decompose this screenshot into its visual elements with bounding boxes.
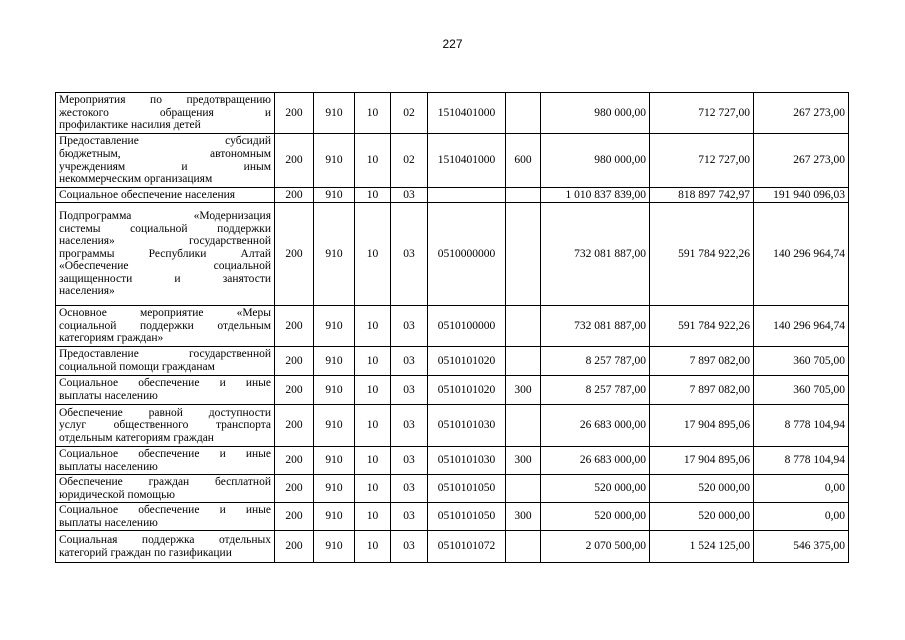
section-code-cell: 10 — [355, 531, 391, 563]
regional-amount-cell: 140 296 964,74 — [754, 306, 849, 347]
item-name-line: Социальное обеспечение и иные — [59, 447, 271, 460]
item-name-line: отдельным категориям граждан — [59, 431, 214, 444]
subsection-code-cell: 03 — [391, 306, 428, 347]
target-article-cell: 0510101020 — [428, 347, 506, 376]
item-name-line: бюджетным, автономным — [59, 147, 271, 160]
item-name-line: Социальная поддержка отдельных — [59, 533, 271, 546]
item-name-cell — [56, 503, 275, 531]
item-name-line: Основное мероприятие «Меры — [59, 307, 271, 320]
subsection-code-cell: 03 — [391, 405, 428, 447]
ministry-code-cell: 910 — [314, 203, 355, 306]
item-name-line: Социальное обеспечение населения — [59, 188, 236, 201]
admin-code-cell: 200 — [275, 188, 314, 203]
ministry-code-cell: 910 — [314, 347, 355, 376]
ministry-code-cell: 910 — [314, 405, 355, 447]
item-name-cell — [56, 347, 275, 376]
subsection-code-cell: 03 — [391, 203, 428, 306]
target-article-cell: 0510100000 — [428, 306, 506, 347]
section-code-cell: 10 — [355, 93, 391, 134]
regional-amount-cell: 0,00 — [754, 475, 849, 503]
target-article-cell: 0510101020 — [428, 376, 506, 405]
item-name-cell — [56, 531, 275, 563]
regional-amount-cell: 140 296 964,74 — [754, 203, 849, 306]
target-article-cell: 0510101050 — [428, 503, 506, 531]
admin-code-cell: 200 — [275, 405, 314, 447]
item-name-line: юридической помощью — [59, 488, 175, 501]
table-row — [56, 531, 849, 563]
item-name-line: некоммерческим организациям — [59, 173, 213, 186]
ministry-code-cell: 910 — [314, 531, 355, 563]
total-amount-cell: 1 010 837 839,00 — [541, 188, 650, 203]
item-name-cell — [56, 203, 275, 306]
target-article-cell: 0510101050 — [428, 475, 506, 503]
ministry-code-cell: 910 — [314, 447, 355, 475]
item-name-line: Обеспечение граждан бесплатной — [59, 475, 271, 488]
admin-code-cell: 200 — [275, 447, 314, 475]
subsection-code-cell: 03 — [391, 475, 428, 503]
admin-code-cell: 200 — [275, 503, 314, 531]
item-name-line: Предоставление государственной — [59, 348, 271, 361]
item-name-line: профилактике насилия детей — [59, 119, 201, 132]
expense-type-cell — [506, 475, 541, 503]
admin-code-cell: 200 — [275, 347, 314, 376]
item-name-line: системы социальной поддержки — [59, 222, 271, 235]
admin-code-cell: 200 — [275, 376, 314, 405]
expense-type-cell — [506, 405, 541, 447]
subsection-code-cell: 02 — [391, 93, 428, 134]
item-name-line: категорий граждан по газификации — [59, 546, 232, 559]
item-name-line: категориям граждан» — [59, 332, 164, 345]
item-name-cell — [56, 447, 275, 475]
section-code-cell: 10 — [355, 188, 391, 203]
item-name-line: выплаты населению — [59, 390, 158, 402]
item-name-line: Социальное обеспечение и иные — [59, 377, 271, 390]
target-article-cell — [428, 188, 506, 203]
item-name-cell — [56, 134, 275, 188]
section-code-cell: 10 — [355, 405, 391, 447]
total-amount-cell: 520 000,00 — [541, 503, 650, 531]
admin-code-cell: 200 — [275, 531, 314, 563]
page-number: 227 — [442, 37, 463, 51]
item-name-line: защищенности и занятости — [59, 272, 271, 285]
regional-amount-cell: 267 273,00 — [754, 134, 849, 188]
total-amount-cell: 980 000,00 — [541, 93, 650, 134]
item-name-line: Обеспечение равной доступности — [59, 406, 271, 419]
table-row — [56, 93, 849, 134]
target-article-cell: 0510000000 — [428, 203, 506, 306]
total-amount-cell: 980 000,00 — [541, 134, 650, 188]
target-article-cell: 0510101030 — [428, 447, 506, 475]
total-amount-cell: 2 070 500,00 — [541, 531, 650, 563]
regional-amount-cell: 546 375,00 — [754, 531, 849, 563]
regional-amount-cell: 8 778 104,94 — [754, 405, 849, 447]
item-name-line: программы Республики Алтай — [59, 247, 271, 260]
item-name-line: учреждениям и иным — [59, 160, 271, 173]
total-amount-cell: 8 257 787,00 — [541, 347, 650, 376]
admin-code-cell: 200 — [275, 93, 314, 134]
expense-type-cell — [506, 531, 541, 563]
target-article-cell: 0510101072 — [428, 531, 506, 563]
regional-amount-cell: 360 705,00 — [754, 347, 849, 376]
admin-code-cell: 200 — [275, 134, 314, 188]
total-amount-cell: 26 683 000,00 — [541, 405, 650, 447]
table-row — [56, 203, 849, 306]
item-name-line: социальной поддержки отдельным — [59, 319, 271, 332]
expense-type-cell — [506, 188, 541, 203]
subsection-code-cell: 03 — [391, 347, 428, 376]
ministry-code-cell: 910 — [314, 188, 355, 203]
expense-type-cell: 600 — [506, 134, 541, 188]
table-row — [56, 475, 849, 503]
regional-amount-cell: 267 273,00 — [754, 93, 849, 134]
federal-amount-cell: 7 897 082,00 — [650, 376, 754, 405]
table-row — [56, 405, 849, 447]
federal-amount-cell: 520 000,00 — [650, 503, 754, 531]
ministry-code-cell: 910 — [314, 93, 355, 134]
admin-code-cell: 200 — [275, 306, 314, 347]
budget-table — [55, 92, 849, 563]
total-amount-cell: 26 683 000,00 — [541, 447, 650, 475]
federal-amount-cell: 17 904 895,06 — [650, 447, 754, 475]
item-name-line: социальной помощи гражданам — [59, 361, 215, 373]
section-code-cell: 10 — [355, 376, 391, 405]
admin-code-cell: 200 — [275, 203, 314, 306]
item-name-line: Мероприятия по предотвращению — [59, 94, 271, 107]
expense-type-cell — [506, 347, 541, 376]
item-name-cell — [56, 376, 275, 405]
subsection-code-cell: 03 — [391, 447, 428, 475]
subsection-code-cell: 03 — [391, 531, 428, 563]
total-amount-cell: 8 257 787,00 — [541, 376, 650, 405]
item-name-cell — [56, 93, 275, 134]
target-article-cell: 0510101030 — [428, 405, 506, 447]
subsection-code-cell: 03 — [391, 188, 428, 203]
item-name-line: выплаты населению — [59, 460, 158, 473]
ministry-code-cell: 910 — [314, 376, 355, 405]
table-row — [56, 306, 849, 347]
table-row — [56, 188, 849, 203]
expense-type-cell: 300 — [506, 447, 541, 475]
federal-amount-cell: 712 727,00 — [650, 93, 754, 134]
budget-table-body — [56, 93, 849, 563]
item-name-line: населения» — [59, 285, 115, 298]
item-name-cell — [56, 475, 275, 503]
item-name-line: услуг общественного транспорта — [59, 419, 271, 432]
item-name-cell — [56, 306, 275, 347]
regional-amount-cell: 191 940 096,03 — [754, 188, 849, 203]
federal-amount-cell: 712 727,00 — [650, 134, 754, 188]
item-name-line: выплаты населению — [59, 516, 158, 529]
section-code-cell: 10 — [355, 134, 391, 188]
total-amount-cell: 732 081 887,00 — [541, 203, 650, 306]
expense-type-cell: 300 — [506, 376, 541, 405]
table-row — [56, 503, 849, 531]
item-name-line: «Обеспечение социальной — [59, 260, 271, 273]
federal-amount-cell: 818 897 742,97 — [650, 188, 754, 203]
target-article-cell: 1510401000 — [428, 134, 506, 188]
item-name-line: населения» государственной — [59, 235, 271, 248]
target-article-cell: 1510401000 — [428, 93, 506, 134]
section-code-cell: 10 — [355, 503, 391, 531]
section-code-cell: 10 — [355, 347, 391, 376]
admin-code-cell: 200 — [275, 475, 314, 503]
table-row — [56, 134, 849, 188]
ministry-code-cell: 910 — [314, 306, 355, 347]
table-row — [56, 347, 849, 376]
ministry-code-cell: 910 — [314, 134, 355, 188]
regional-amount-cell: 360 705,00 — [754, 376, 849, 405]
section-code-cell: 10 — [355, 475, 391, 503]
ministry-code-cell: 910 — [314, 475, 355, 503]
federal-amount-cell: 7 897 082,00 — [650, 347, 754, 376]
section-code-cell: 10 — [355, 447, 391, 475]
item-name-line: Предоставление субсидий — [59, 135, 271, 148]
table-row — [56, 376, 849, 405]
regional-amount-cell: 0,00 — [754, 503, 849, 531]
subsection-code-cell: 03 — [391, 376, 428, 405]
section-code-cell: 10 — [355, 203, 391, 306]
subsection-code-cell: 02 — [391, 134, 428, 188]
item-name-line: Подпрограмма «Модернизация — [59, 209, 271, 222]
item-name-cell — [56, 405, 275, 447]
total-amount-cell: 732 081 887,00 — [541, 306, 650, 347]
subsection-code-cell: 03 — [391, 503, 428, 531]
federal-amount-cell: 520 000,00 — [650, 475, 754, 503]
expense-type-cell: 300 — [506, 503, 541, 531]
section-code-cell: 10 — [355, 306, 391, 347]
federal-amount-cell: 591 784 922,26 — [650, 203, 754, 306]
expense-type-cell — [506, 93, 541, 134]
federal-amount-cell: 591 784 922,26 — [650, 306, 754, 347]
item-name-line: Социальное обеспечение и иные — [59, 503, 271, 516]
ministry-code-cell: 910 — [314, 503, 355, 531]
item-name-line: жестокого обращения и — [59, 106, 271, 119]
federal-amount-cell: 17 904 895,06 — [650, 405, 754, 447]
item-name-cell — [56, 188, 275, 203]
expense-type-cell — [506, 203, 541, 306]
expense-type-cell — [506, 306, 541, 347]
total-amount-cell: 520 000,00 — [541, 475, 650, 503]
federal-amount-cell: 1 524 125,00 — [650, 531, 754, 563]
regional-amount-cell: 8 778 104,94 — [754, 447, 849, 475]
table-row — [56, 447, 849, 475]
